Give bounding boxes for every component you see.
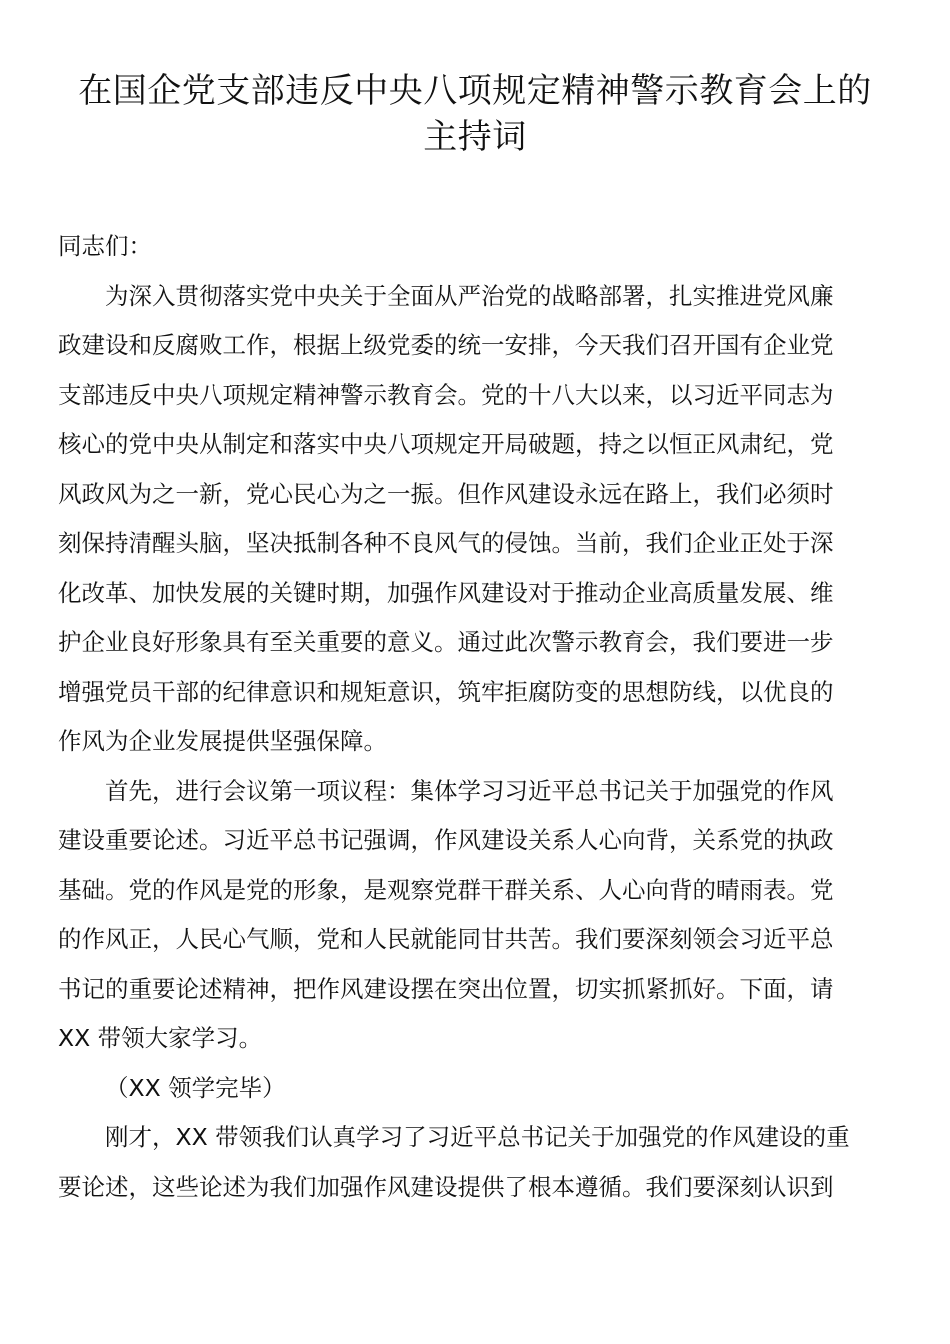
text-line: 要论述，这些论述为我们加强作风建设提供了根本遵循。我们要深刻认识到 xyxy=(58,1172,834,1201)
paragraph-agenda-one xyxy=(58,767,888,1064)
document-body xyxy=(58,222,888,1212)
text-line: 刻保持清醒头脑，坚决抵制各种不良风气的侵蚀。当前，我们企业正处于深 xyxy=(58,529,834,557)
text-line: 书记的重要论述精神，把作风建设摆在突出位置，切实抓紧抓好。下面，请 xyxy=(58,974,834,1003)
paragraph-summary xyxy=(58,1113,888,1212)
text-line: 首先，进行会议第一项议程：集体学习习近平总书记关于加强党的作风 xyxy=(105,776,834,805)
title-line: 主持词 xyxy=(423,117,527,157)
paragraph-intro xyxy=(58,272,888,767)
salutation: 同志们： xyxy=(58,232,152,260)
text-line: 风政风为之一新，党心民心为之一振。但作风建设永远在路上，我们必须时 xyxy=(58,479,834,508)
text-line: 政建设和反腐败工作，根据上级党委的统一安排，今天我们召开国有企业党 xyxy=(58,331,834,359)
text-line: 作风为企业发展提供坚强保障。 xyxy=(58,727,387,755)
text-line: 基础。党的作风是党的形象，是观察党群干群关系、人心向背的晴雨表。党 xyxy=(58,875,834,904)
document-title xyxy=(40,68,910,160)
title-line: 在国企党支部违反中央八项规定精神警示教育会上的 xyxy=(78,71,872,111)
text-line: （XX 领学完毕） xyxy=(105,1073,286,1102)
text-line: 护企业良好形象具有至关重要的意义。通过此次警示教育会，我们要进一步 xyxy=(58,628,834,656)
text-line: 的作风正，人民心气顺，党和人民就能同甘共苦。我们要深刻领会习近平总 xyxy=(58,925,834,953)
paragraph-study-finished xyxy=(58,1064,888,1114)
text-line: 核心的党中央从制定和落实中央八项规定开局破题，持之以恒正风肃纪，党 xyxy=(58,430,834,458)
text-line: XX 带领大家学习。 xyxy=(58,1024,263,1052)
text-line: 增强党员干部的纪律意识和规矩意识，筑牢拒腐防变的思想防线，以优良的 xyxy=(58,677,834,706)
text-line: 为深入贯彻落实党中央关于全面从严治党的战略部署，扎实推进党风廉 xyxy=(105,281,834,310)
text-line: 支部违反中央八项规定精神警示教育会。党的十八大以来，以习近平同志为 xyxy=(58,380,834,409)
text-line: 化改革、加快发展的关键时期，加强作风建设对于推动企业高质量发展、维 xyxy=(58,578,834,607)
text-line: 刚才，XX 带领我们认真学习了习近平总书记关于加强党的作风建设的重 xyxy=(105,1123,850,1151)
text-line: 建设重要论述。习近平总书记强调，作风建设关系人心向背，关系党的执政 xyxy=(58,826,834,854)
